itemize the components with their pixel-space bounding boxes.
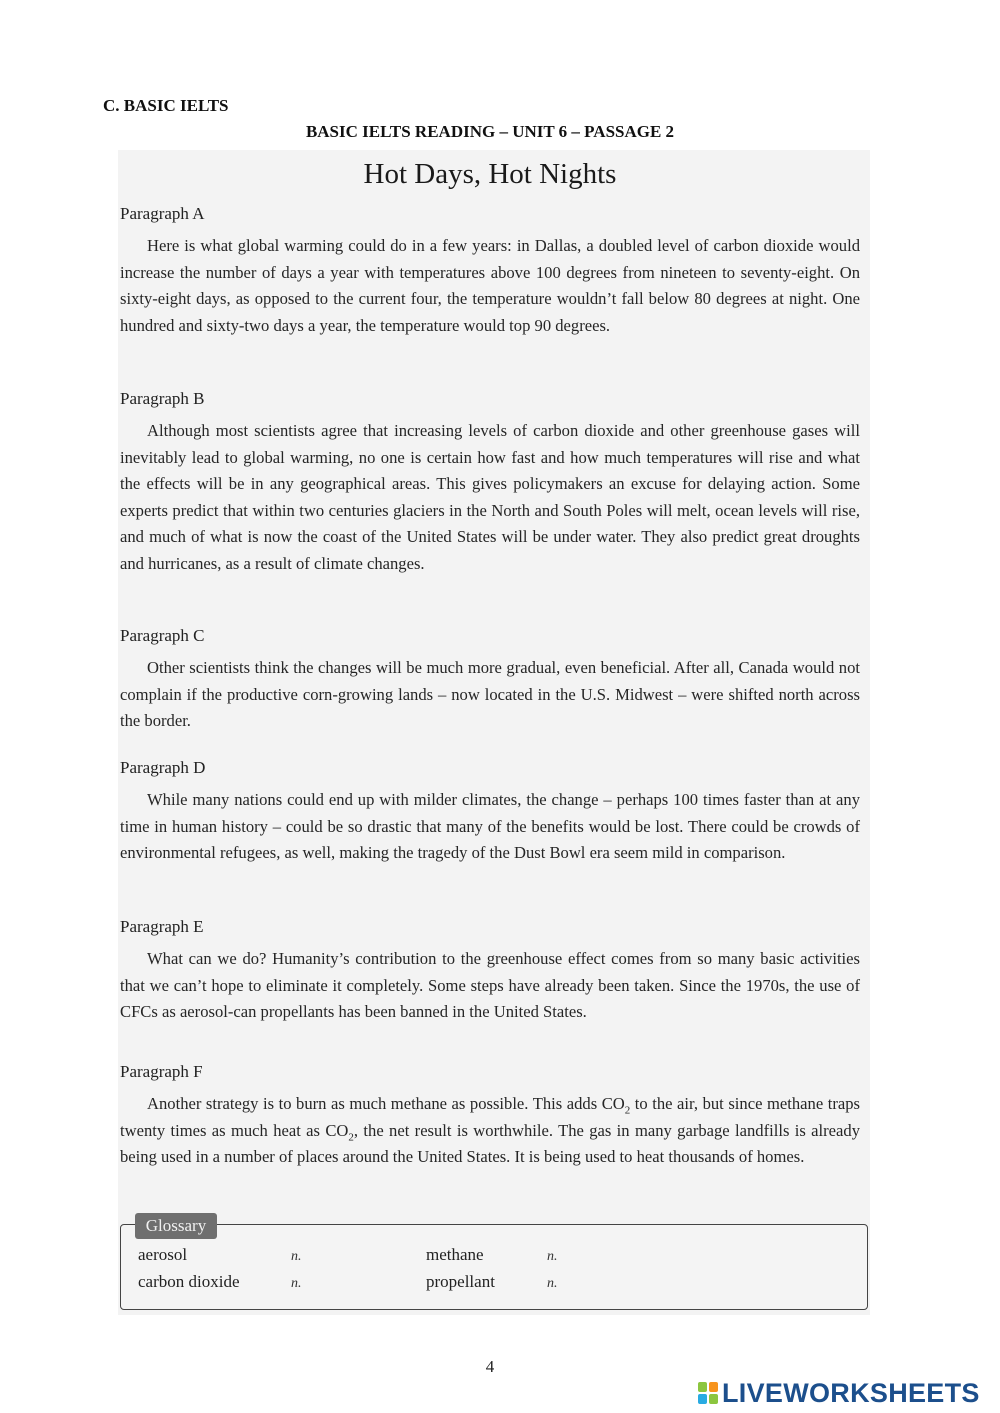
paragraph-heading: Paragraph B — [120, 389, 205, 408]
paragraph-heading: Paragraph A — [120, 204, 205, 223]
paragraph-text: Although most scientists agree that increasing levels of carbon dioxide and other greenhouse gases will inevitably lead to global warming, no one is certain how fast and how much temperatures will rise and what the effects will be in any geographical areas. This gives policymakers an excuse for delaying action. Some experts predict that within two centuries glaciers in the North and South Poles will melt, ocean levels will rise, and much of what is now the coast of the United States will be under water. They also predict great droughts and hurricanes, as a result of climate changes. — [120, 421, 860, 573]
glossary-part-of-speech: n. — [547, 1249, 558, 1264]
paragraph-e — [120, 917, 860, 1026]
liveworksheets-brand-link[interactable] — [698, 1378, 980, 1408]
paragraph-text: Here is what global warming could do in a few years: in Dallas, a doubled level of carbon dioxide would increase the number of days a year with temperatures above 100 degrees from nineteen to seventy-eight. On sixty-eight days, as opposed to the current four, the temperature wouldn’t fall below 80 degrees at night. One hundred and sixty-two days a year, the temperature would top 90 degrees. — [120, 236, 860, 335]
paragraph-text: While many nations could end up with milder climates, the change – perhaps 100 times faster than at any time in human history – could be so drastic that many of the benefits would be lost. There could be crowds of environmental refugees, as well, making the tragedy of the Dust Bowl era seem mild in comparison. — [120, 790, 860, 862]
section-label: C. BASIC IELTS — [103, 96, 229, 115]
page-number: 4 — [485, 1357, 495, 1376]
glossary-term: propellant — [426, 1272, 495, 1291]
logo-square — [709, 1382, 718, 1392]
glossary-term: methane — [426, 1245, 484, 1264]
passage-title: Hot Days, Hot Nights — [363, 158, 617, 190]
paragraph-heading: Paragraph E — [120, 917, 204, 936]
liveworksheets-logo-icon — [698, 1382, 718, 1404]
unit-title: BASIC IELTS READING – UNIT 6 – PASSAGE 2 — [305, 122, 675, 141]
paragraph-c — [120, 626, 860, 735]
paragraph-heading: Paragraph C — [120, 626, 205, 645]
paragraph-a — [120, 204, 860, 339]
logo-square — [709, 1394, 718, 1404]
paragraph-b — [120, 389, 860, 577]
glossary-part-of-speech: n. — [291, 1249, 302, 1264]
paragraph-heading: Paragraph F — [120, 1062, 203, 1081]
logo-square — [698, 1394, 707, 1404]
glossary-part-of-speech: n. — [291, 1276, 302, 1291]
paragraph-f — [120, 1062, 860, 1171]
brand-text: LIVEWORKSHEETS — [722, 1377, 980, 1408]
paragraph-heading: Paragraph D — [120, 758, 206, 777]
glossary-term: aerosol — [138, 1245, 188, 1264]
glossary-part-of-speech: n. — [547, 1276, 558, 1291]
glossary-term: carbon dioxide — [138, 1272, 240, 1291]
paragraph-text: Other scientists think the changes will be much more gradual, even beneficial. After all, Canada would not complain if the productive corn-growing lands – now located in the U.S. Midwest – were shifted north across the border. — [120, 658, 860, 730]
paragraph-text: Another strategy is to burn as much methane as possible. This adds $CO_2$ to the air, but since methane traps twenty times as much heat as $CO_2$, the net result is worthwhile. The gas in many garbage landfills is already being used in a number of places around the United States. It is being used to heat thousands of homes. — [120, 1094, 860, 1166]
glossary-label: Glossary — [135, 1213, 217, 1239]
paragraph-d — [120, 758, 860, 867]
glossary-box — [120, 1224, 868, 1310]
logo-square — [698, 1382, 707, 1392]
paragraph-text: What can we do? Humanity’s contribution to the greenhouse effect comes from so many basic activities that we can’t hope to eliminate it completely. Some steps have already been taken. Since the 1970s, the use of CFCs as aerosol-can propellants has been banned in the United States. — [120, 949, 860, 1021]
